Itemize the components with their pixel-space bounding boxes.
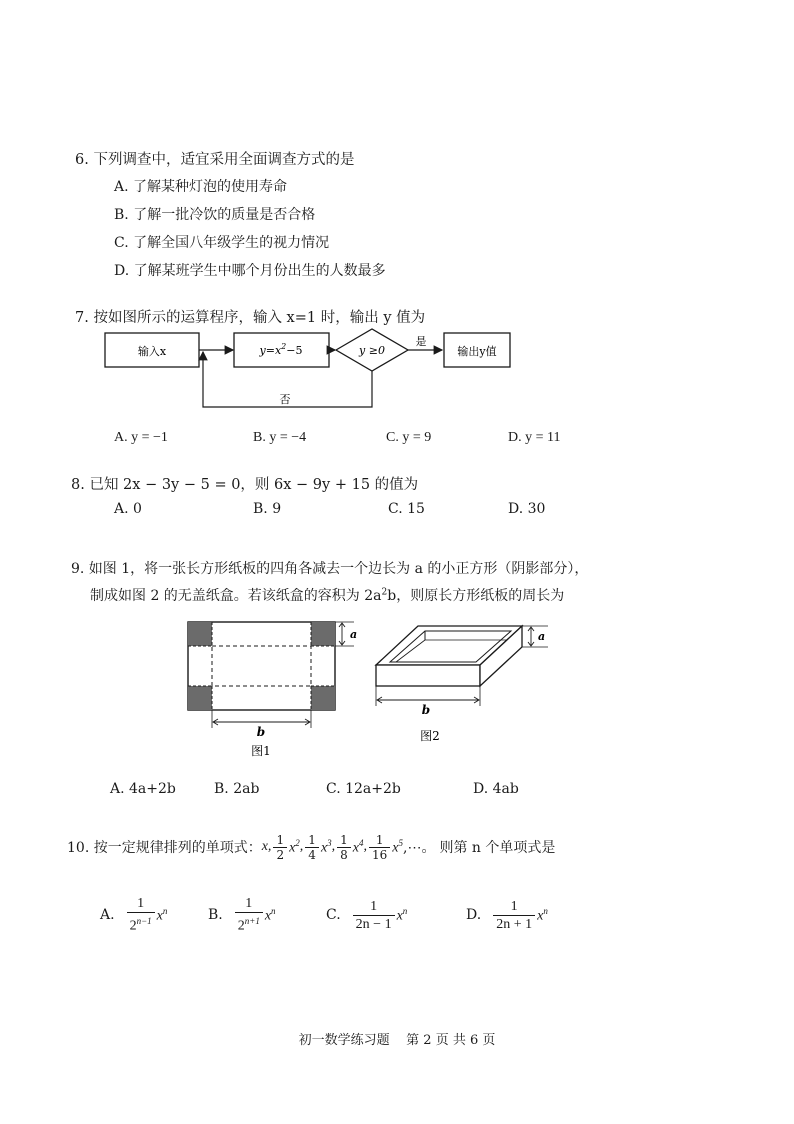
- flow-condition-label: y ≥0: [359, 344, 385, 357]
- corner-square-tl: [188, 622, 212, 646]
- q10-term-variable: $x^4$: [352, 837, 364, 856]
- q10-option-d: [466, 893, 548, 937]
- flow-input-label: 输入x: [137, 345, 167, 358]
- q10-option-variable: $x^n$: [537, 905, 548, 924]
- q6-option-c: C. 了解全国八年级学生的视力情况: [114, 235, 330, 251]
- q8-option-c: C. 15: [388, 501, 425, 517]
- q9-figure-1: [182, 612, 362, 760]
- q7-option-c: C. y = 9: [386, 430, 432, 445]
- q10-term-fraction: $\frac{1}{2}$: [273, 834, 287, 861]
- q6-stem: 6. 下列调查中，适宜采用全面调查方式的是: [75, 152, 355, 168]
- page-footer: 初一数学练习题 第 2 页 共 6 页: [298, 1033, 496, 1048]
- q10-option-c: [326, 893, 407, 937]
- fig1-label-a: a: [350, 628, 358, 641]
- q10-option-variable: $x^n$: [156, 905, 168, 924]
- q10-term-fraction: $\frac{1}{16}$: [369, 834, 390, 861]
- q10-option-letter: C.: [326, 907, 341, 923]
- q9-option-b: B. 2ab: [214, 781, 260, 797]
- fig1-label-b: b: [256, 725, 266, 739]
- q10-stem: [67, 825, 555, 869]
- q9-stem-line1: 9. 如图 1，将一张长方形纸板的四角各减去一个边长为 a 的小正方形（阴影部分），: [71, 561, 589, 577]
- corner-square-bl: [188, 686, 212, 710]
- q9-stem-line2: 制成如图 2 的无盖纸盒。若该纸盒的容积为 $2a^2b$，则原长方形纸板的周长为: [90, 587, 565, 604]
- flow-output-label: 输出y值: [457, 345, 497, 358]
- q10-option-letter: D.: [466, 907, 482, 923]
- q6-option-b: B. 了解一批冷饮的质量是否合格: [114, 207, 316, 223]
- q6-option-a: A. 了解某种灯泡的使用寿命: [114, 179, 288, 195]
- q9-figure-2: [368, 612, 558, 748]
- q10-option-fraction: $\frac{1}{2^{n-1}}$: [127, 896, 155, 934]
- q10-stem-suffix: 则第 n 个单项式是: [439, 840, 556, 856]
- corner-square-br: [311, 686, 335, 710]
- q10-term-separator: ,: [299, 839, 304, 854]
- q8-option-b: B. 9: [253, 501, 282, 517]
- q10-option-variable: $x^n$: [264, 905, 276, 924]
- fig2-label-b: b: [421, 703, 431, 717]
- fig2-caption: 图2: [420, 729, 440, 743]
- q10-term-fraction: $\frac{1}{8}$: [337, 834, 351, 861]
- q7-option-d: D. y = 11: [508, 430, 561, 445]
- q10-term-1: x,: [261, 839, 272, 854]
- q7-stem: 7. 按如图所示的运算程序，输入 x=1 时，输出 y 值为: [75, 310, 426, 326]
- q10-option-letter: A.: [100, 907, 115, 923]
- q10-term-variable: $x^2$: [289, 837, 300, 856]
- q8-option-d: D. 30: [508, 501, 546, 517]
- q10-option-variable: $x^n$: [396, 905, 408, 924]
- q10-option-b: [208, 893, 276, 937]
- q10-term-variable: $x^3$: [320, 837, 332, 856]
- q10-option-letter: B.: [208, 907, 223, 923]
- q10-term-separator: ,: [331, 839, 336, 854]
- q10-stem-prefix: 10. 按一定规律排列的单项式：: [67, 840, 262, 856]
- q10-sequence-tail: ,⋯。: [403, 840, 436, 856]
- q6-option-d: D. 了解某班学生中哪个月份出生的人数最多: [114, 263, 386, 279]
- flow-formula-label: $y=x^2-5$: [259, 342, 303, 357]
- q10-option-fraction: $\frac{1}{2^{n+1}}$: [235, 896, 263, 934]
- q8-option-a: A. 0: [114, 501, 142, 517]
- flow-no-label: 否: [279, 393, 291, 406]
- fig1-caption: 图1: [251, 744, 271, 758]
- q9-option-a: A. 4a+2b: [110, 781, 176, 797]
- q7-flowchart: [95, 325, 515, 413]
- q10-term-fraction: $\frac{1}{4}$: [305, 834, 319, 861]
- q10-option-fraction: $\frac{1}{2n + 1}$: [493, 899, 535, 932]
- q10-terms: [271, 834, 403, 861]
- q7-option-b: B. y = −4: [253, 430, 307, 445]
- corner-square-tr: [311, 622, 335, 646]
- q7-option-a: A. y = −1: [114, 430, 168, 445]
- flow-yes-label: 是: [415, 335, 427, 348]
- q10-option-a: [100, 893, 167, 937]
- q9-option-d: D. 4ab: [473, 781, 519, 797]
- q10-options: [100, 893, 620, 937]
- q10-term-variable: $x^5$: [392, 837, 404, 856]
- q9-option-c: C. 12a+2b: [326, 781, 401, 797]
- fig2-label-a: a: [538, 630, 546, 643]
- q8-stem: 8. 已知 2x − 3y − 5 = 0，则 6x − 9y + 15 的值为: [71, 477, 419, 493]
- q10-option-fraction: $\frac{1}{2n - 1}$: [353, 899, 395, 932]
- q10-term-separator: ,: [363, 839, 368, 854]
